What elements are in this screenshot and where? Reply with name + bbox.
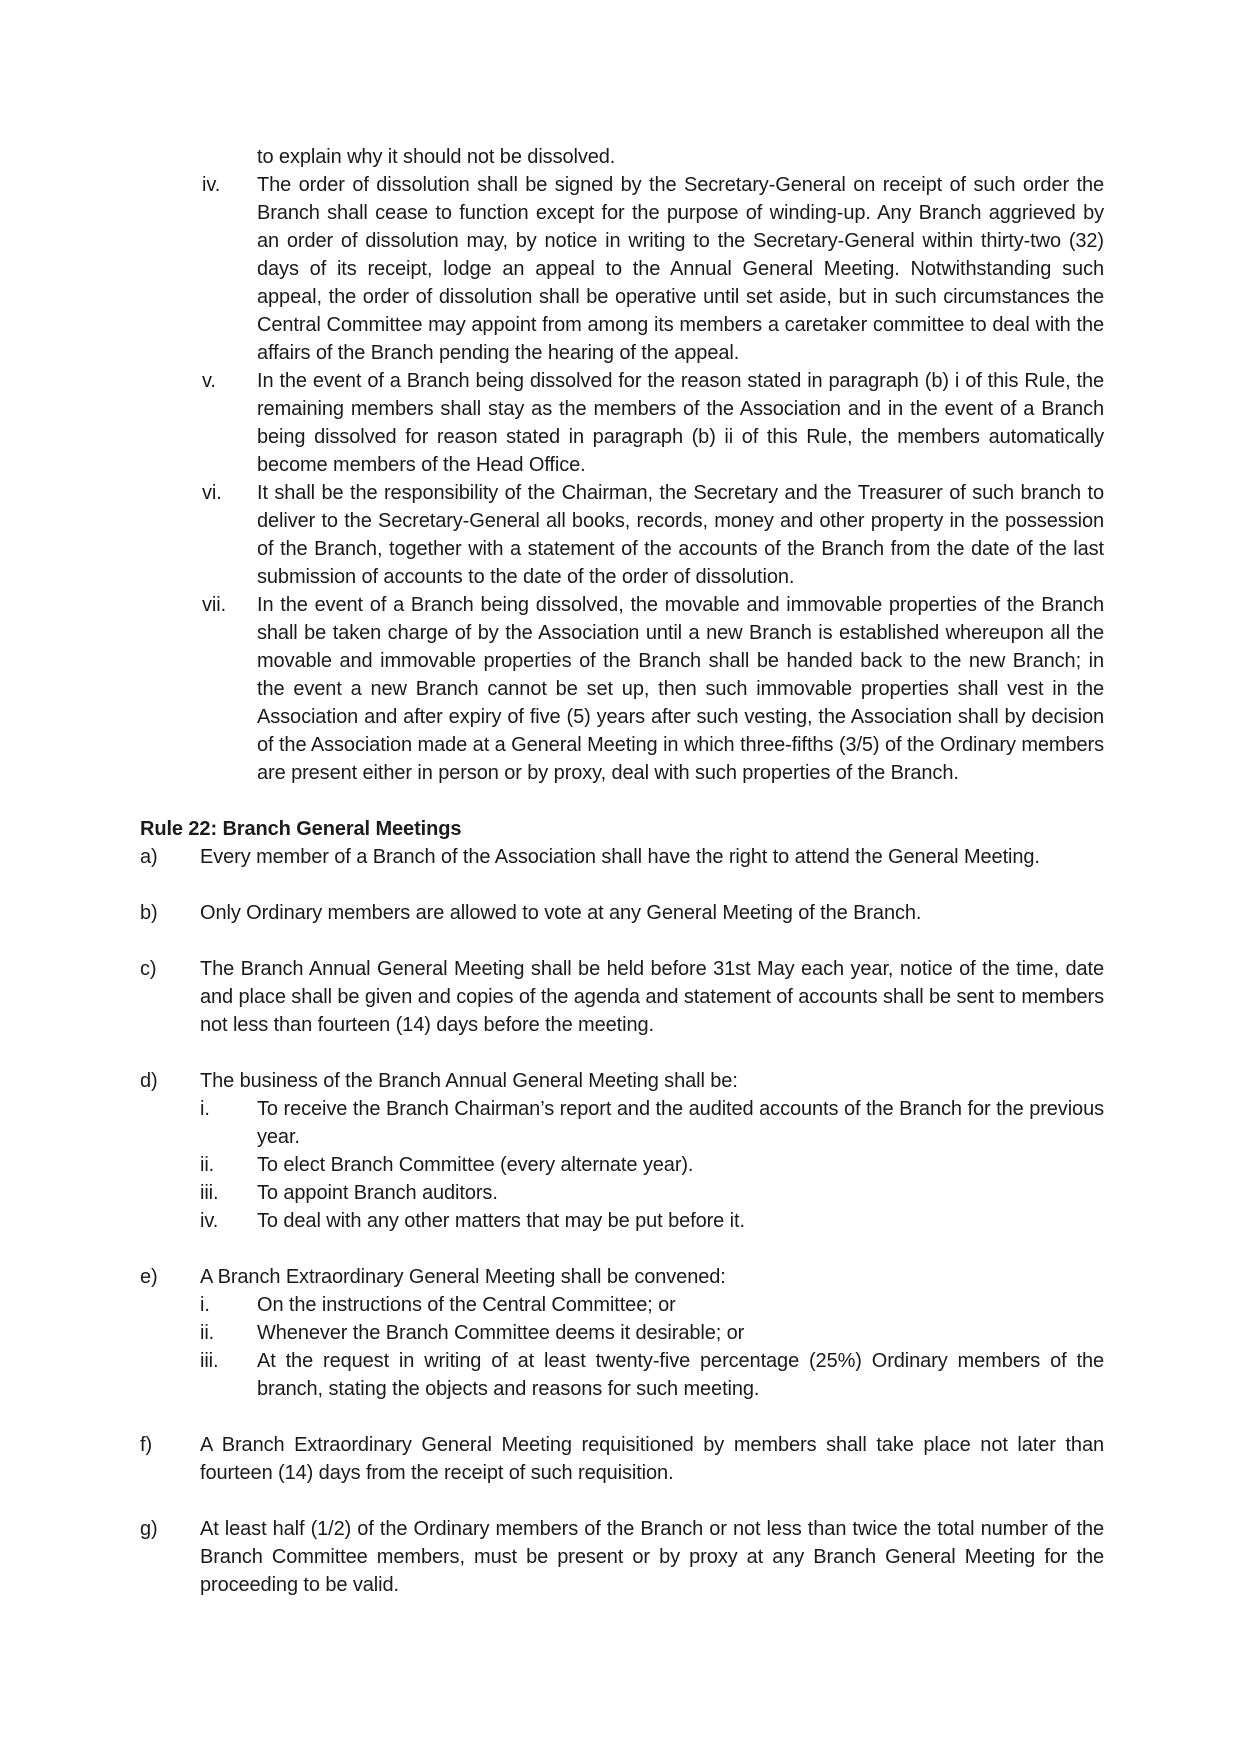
item-label: a) <box>140 846 158 868</box>
item-text: In the event of a Branch being dissolved, the movable and immovable properties of the Branch shall be taken charge of by the Association until a new Branch is established whereupon all the movable and immovable properties of the Branch shall be handed back to the new Branch; in the event a new Branch cannot be set up, then such immovable properties shall vest in the Association and after expiry of five (5) years after such vesting, the Association shall by decision of the Association made at a General Meeting in which three-fifths (3/5) of the Ordinary members are present either in person or by proxy, deal with such properties of the Branch. <box>257 594 1104 784</box>
list-item-b <box>140 899 1104 927</box>
item-text: At the request in writing of at least twenty-five percentage (25%) Ordinary members of the branch, stating the objects and reasons for such meeting. <box>257 1350 1104 1400</box>
item-text: To deal with any other matters that may be put before it. <box>257 1210 745 1232</box>
item-label: iii. <box>200 1182 219 1204</box>
list-item-g <box>140 1515 1104 1599</box>
dissolution-clause-list <box>140 143 1104 787</box>
item-text: To elect Branch Committee (every alternate year). <box>257 1154 694 1176</box>
item-label: ii. <box>200 1154 215 1176</box>
item-text: In the event of a Branch being dissolved for the reason stated in paragraph (b) i of this Rule, the remaining members shall stay as the members of the Association and in the event of a Branch being dissolved for reason stated in paragraph (b) ii of this Rule, the members automatically become members of the Head Office. <box>257 370 1104 476</box>
item-label: i. <box>200 1294 210 1316</box>
rule-22-list <box>140 843 1104 1599</box>
item-label: vi. <box>202 482 222 504</box>
list-item-e <box>140 1263 1104 1403</box>
sub-item-e-iii <box>200 1347 1104 1403</box>
item-text: The Branch Annual General Meeting shall be held before 31st May each year, notice of the time, date and place shall be given and copies of the agenda and statement of accounts shall be sent to members not less than fourteen (14) days before the meeting. <box>200 958 1104 1036</box>
sub-item-d-iii <box>200 1179 1104 1207</box>
item-label: b) <box>140 902 158 924</box>
item-label: ii. <box>200 1322 215 1344</box>
list-item-iii-continuation <box>202 143 1104 171</box>
sub-item-d-iv <box>200 1207 1104 1235</box>
document-content <box>140 143 1104 1599</box>
item-label: d) <box>140 1070 158 1092</box>
list-item-a <box>140 843 1104 871</box>
sub-item-d-ii <box>200 1151 1104 1179</box>
item-label: iii. <box>200 1350 219 1372</box>
item-text: A Branch Extraordinary General Meeting requisitioned by members shall take place not later than fourteen (14) days from the receipt of such requisition. <box>200 1434 1104 1484</box>
item-text: At least half (1/2) of the Ordinary members of the Branch or not less than twice the total number of the Branch Committee members, must be present or by proxy at any Branch General Meeting for the proceeding to be valid. <box>200 1518 1104 1596</box>
item-label: i. <box>200 1098 210 1120</box>
item-label: iv. <box>202 174 221 196</box>
item-text: The order of dissolution shall be signed by the Secretary-General on receipt of such order the Branch shall cease to function except for the purpose of winding-up. Any Branch aggrieved by an order of dissolution may, by notice in writing to the Secretary-General within thirty-two (32) days of its receipt, lodge an appeal to the Annual General Meeting. Notwithstanding such appeal, the order of dissolution shall be operative until set aside, but in such circumstances the Central Committee may appoint from among its members a caretaker committee to deal with the affairs of the Branch pending the hearing of the appeal. <box>257 174 1104 364</box>
item-text: On the instructions of the Central Committee; or <box>257 1294 676 1316</box>
sub-item-e-ii <box>200 1319 1104 1347</box>
list-item-c <box>140 955 1104 1039</box>
sub-item-d-i <box>200 1095 1104 1151</box>
list-item-iv <box>202 171 1104 367</box>
list-item-vii <box>202 591 1104 787</box>
item-text: Every member of a Branch of the Association shall have the right to attend the General Meeting. <box>200 846 1040 868</box>
list-item-vi <box>202 479 1104 591</box>
sub-item-e-i <box>200 1291 1104 1319</box>
item-label: e) <box>140 1266 158 1288</box>
item-label: f) <box>140 1434 153 1456</box>
item-text: Only Ordinary members are allowed to vote at any General Meeting of the Branch. <box>200 902 922 924</box>
item-text: To appoint Branch auditors. <box>257 1182 498 1204</box>
item-label: v. <box>202 370 216 392</box>
item-text: A Branch Extraordinary General Meeting shall be convened: <box>200 1266 726 1288</box>
item-text: Whenever the Branch Committee deems it desirable; or <box>257 1322 745 1344</box>
list-item-d <box>140 1067 1104 1235</box>
item-label: iv. <box>200 1210 219 1232</box>
item-label <box>202 143 257 171</box>
list-item-f <box>140 1431 1104 1487</box>
item-text: To receive the Branch Chairman’s report and the audited accounts of the Branch for the previous year. <box>257 1098 1104 1148</box>
item-label: vii. <box>202 594 227 616</box>
list-item-v <box>202 367 1104 479</box>
item-label: c) <box>140 958 157 980</box>
item-text: to explain why it should not be dissolved. <box>257 146 616 168</box>
item-text: The business of the Branch Annual General Meeting shall be: <box>200 1070 738 1092</box>
rule-22-heading: Rule 22: Branch General Meetings <box>140 818 462 840</box>
item-label: g) <box>140 1518 158 1540</box>
item-text: It shall be the responsibility of the Chairman, the Secretary and the Treasurer of such branch to deliver to the Secretary-General all books, records, money and other property in the possession of the Branch, together with a statement of the accounts of the Branch from the date of the last submission of accounts to the date of the order of dissolution. <box>257 482 1104 588</box>
